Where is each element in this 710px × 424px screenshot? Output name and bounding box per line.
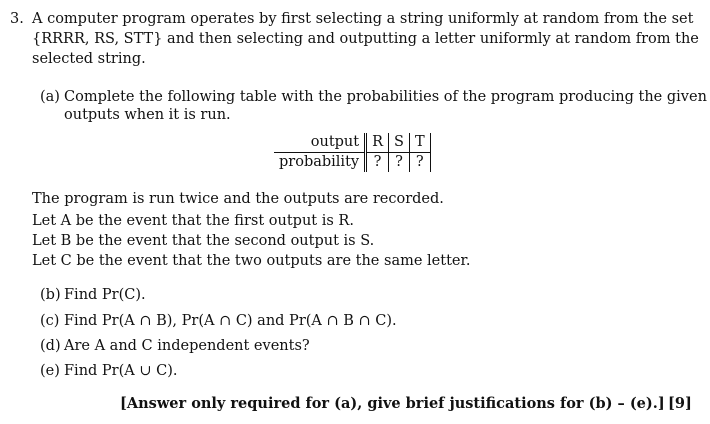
part-a-text-line-2: outputs when it is run.	[64, 107, 231, 123]
context-line-1: The program is run twice and the outputs are recorded.	[32, 191, 444, 207]
probability-cell-t: ?	[409, 153, 430, 173]
question-number: 3.	[10, 11, 24, 27]
context-line-2: Let A be the event that the first output is R.	[32, 213, 354, 229]
question-stem-line-1: A computer program operates by first selecting a string uniformly at random from the set	[32, 11, 694, 27]
output-row-header: output	[274, 133, 366, 153]
part-e-label: (e)	[40, 363, 60, 379]
output-cell-s: S	[389, 133, 410, 153]
part-d-text: Are A and C independent events?	[64, 338, 310, 354]
output-row	[274, 133, 430, 153]
part-b-text: Find Pr(C).	[64, 287, 146, 303]
answer-instructions: [Answer only required for (a), give brief justifications for (b) – (e).]	[120, 395, 665, 412]
part-d-label: (d)	[40, 338, 61, 354]
probability-cell-r: ?	[366, 153, 389, 173]
part-b-label: (b)	[40, 287, 61, 303]
question-stem-line-3: selected string.	[32, 51, 146, 67]
output-cell-r: R	[366, 133, 389, 153]
part-c-label: (c)	[40, 313, 60, 329]
context-line-4: Let C be the event that the two outputs are the same letter.	[32, 253, 471, 269]
part-e-text: Find Pr(A ∪ C).	[64, 363, 178, 379]
context-line-3: Let B be the event that the second output is S.	[32, 233, 375, 249]
probability-row	[274, 153, 430, 173]
probability-cell-s: ?	[389, 153, 410, 173]
output-cell-t: T	[409, 133, 430, 153]
question-stem-line-2: {RRRR, RS, STT} and then selecting and outputting a letter uniformly at random from the	[32, 31, 699, 47]
probability-row-header: probability	[274, 153, 366, 173]
part-a-label: (a)	[40, 89, 60, 105]
part-a-text-line-1: Complete the following table with the probabilities of the program producing the given	[64, 89, 707, 105]
probability-table	[274, 133, 431, 172]
part-c-text: Find Pr(A ∩ B), Pr(A ∩ C) and Pr(A ∩ B ∩ C).	[64, 313, 397, 329]
marks-total: [9]	[668, 395, 692, 412]
